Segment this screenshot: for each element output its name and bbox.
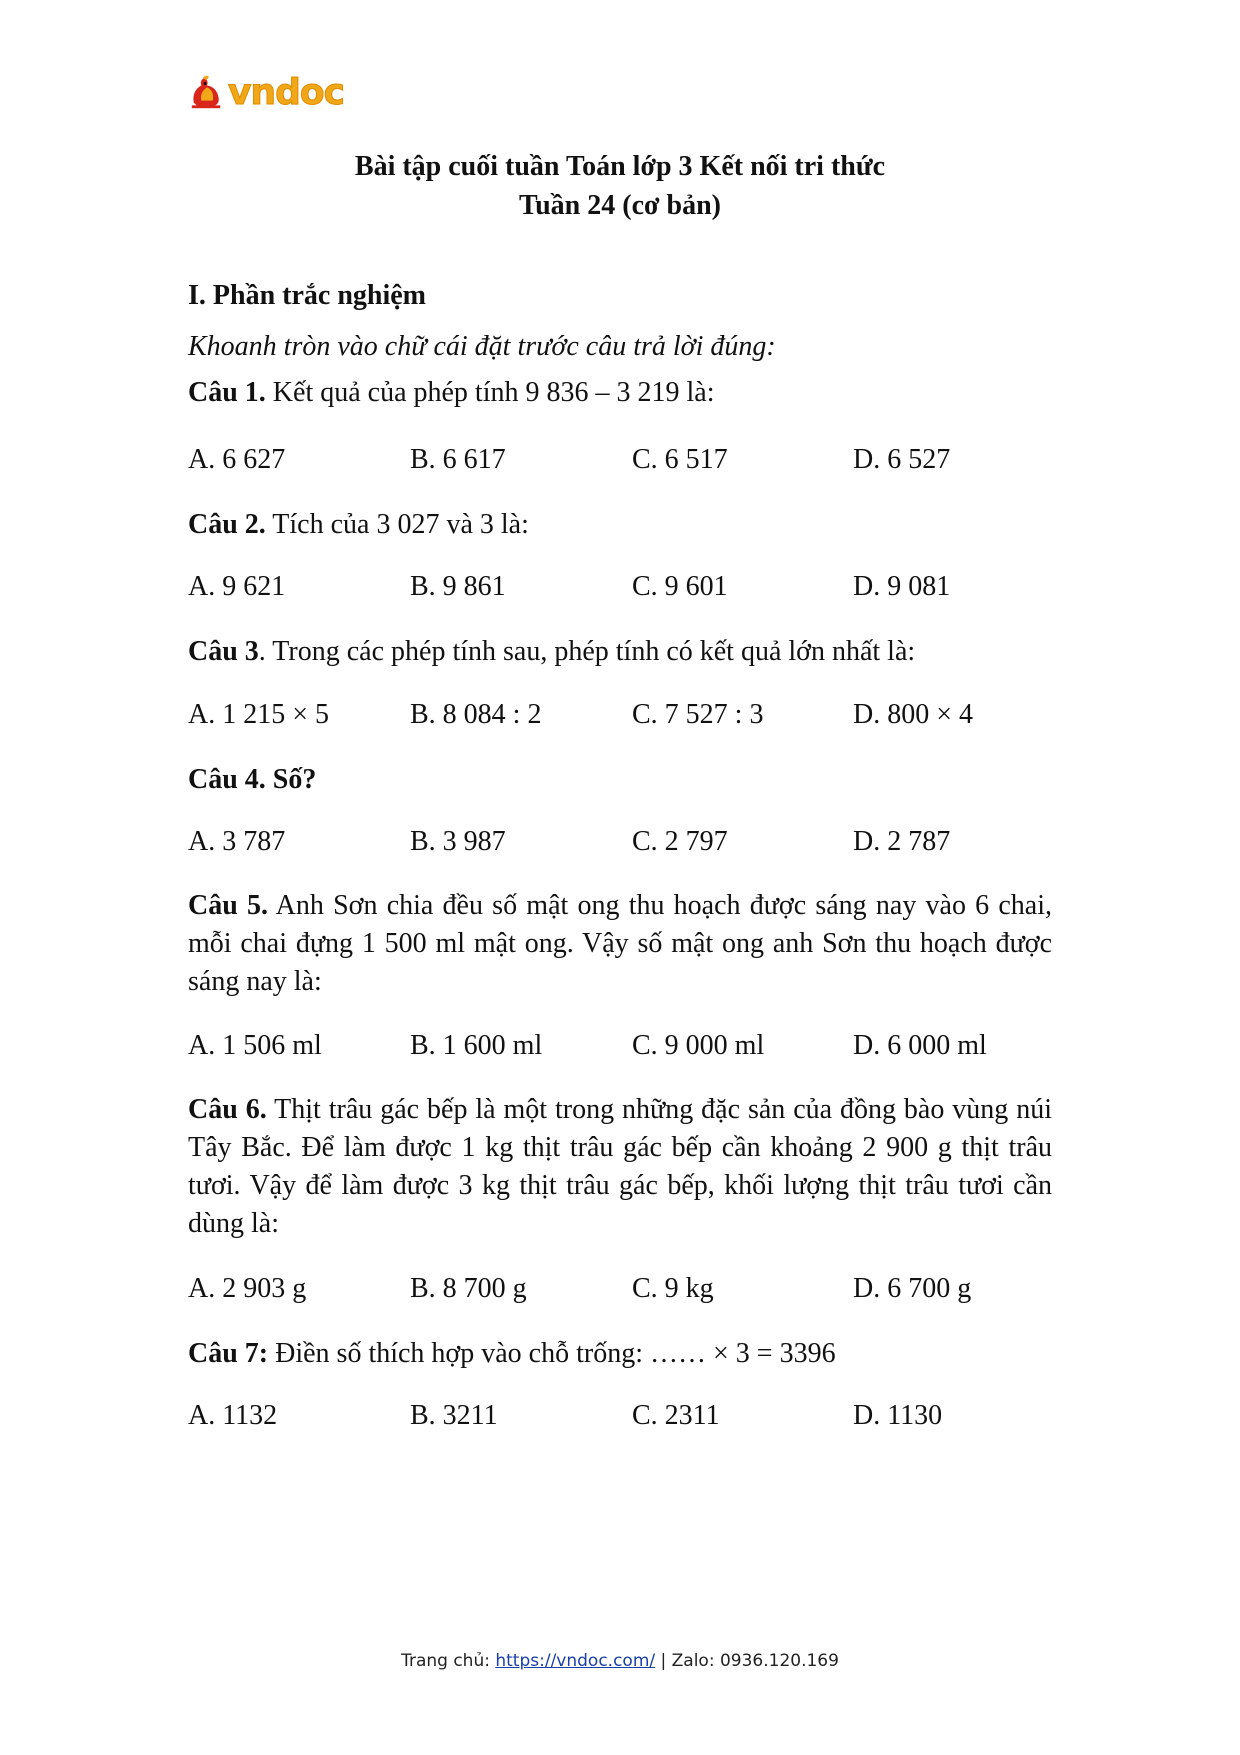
question-label: Câu 5. xyxy=(188,890,269,921)
options-question-7 xyxy=(188,1398,1068,1434)
question-label: Câu 6. xyxy=(188,1094,267,1125)
options-question-2 xyxy=(188,569,1068,605)
options-question-5 xyxy=(188,1028,1068,1064)
option-c[interactable]: C. 6 517 xyxy=(632,444,728,475)
option-c[interactable]: C. 9 kg xyxy=(632,1273,714,1304)
option-d[interactable]: D. 6 700 g xyxy=(853,1273,972,1304)
question-text: Tích của 3 027 và 3 là: xyxy=(265,509,529,540)
question-text: Kết quả của phép tính 9 836 – 3 219 là: xyxy=(265,377,715,408)
question-2 xyxy=(188,506,1052,544)
question-label: Câu 3 xyxy=(188,636,259,667)
question-text: Thịt trâu gác bếp là một trong những đặc sản của đồng bào vùng núi Tây Bắc. Để làm được 1 kg thịt trâu gác bếp cần khoảng 2 900 g thịt trâu tươi. Vậy để làm được 3 kg thịt trâu gác bếp, khối lượng thịt trâu tươi cần dùng là: xyxy=(188,1094,1052,1239)
option-b[interactable]: B. 6 617 xyxy=(410,444,506,475)
document-subtitle: Tuần 24 (cơ bản) xyxy=(519,190,721,221)
option-d[interactable]: D. 6 000 ml xyxy=(853,1030,987,1061)
options-question-1 xyxy=(188,442,1068,478)
option-a[interactable]: A. 1 506 ml xyxy=(188,1030,322,1061)
option-c[interactable]: C. 9 000 ml xyxy=(632,1030,765,1061)
option-c[interactable]: C. 9 601 xyxy=(632,571,728,602)
option-b[interactable]: B. 3 987 xyxy=(410,826,506,857)
option-c[interactable]: C. 7 527 : 3 xyxy=(632,699,764,730)
footer-prefix: Trang chủ: xyxy=(401,1651,496,1671)
rooster-logo-icon xyxy=(188,74,226,112)
homepage-link[interactable]: https://vndoc.com/ xyxy=(495,1651,656,1671)
option-b[interactable]: B. 3211 xyxy=(410,1400,498,1431)
option-d[interactable]: D. 1130 xyxy=(853,1400,943,1431)
option-b[interactable]: B. 8 084 : 2 xyxy=(410,699,542,730)
option-a[interactable]: A. 9 621 xyxy=(188,571,286,602)
question-5 xyxy=(188,887,1052,1001)
question-text: . Trong các phép tính sau, phép tính có kết quả lớn nhất là: xyxy=(258,636,916,667)
options-question-4 xyxy=(188,824,1068,860)
option-a[interactable]: A. 6 627 xyxy=(188,444,286,475)
question-7 xyxy=(188,1335,1052,1373)
question-text: Anh Sơn chia đều số mật ong thu hoạch được sáng nay vào 6 chai, mỗi chai đựng 1 500 ml mật ong. Vậy số mật ong anh Sơn thu hoạch được sáng nay là: xyxy=(188,890,1053,997)
option-b[interactable]: B. 8 700 g xyxy=(410,1273,527,1304)
vndoc-logo[interactable] xyxy=(188,72,344,114)
option-a[interactable]: A. 1 215 × 5 xyxy=(188,699,330,730)
question-label: Câu 7: xyxy=(188,1338,269,1369)
question-label: Câu 1. xyxy=(188,377,266,408)
logo-wordmark: vndoc xyxy=(228,72,344,113)
options-question-6 xyxy=(188,1271,1068,1307)
question-4 xyxy=(188,761,1052,799)
question-6 xyxy=(188,1091,1052,1243)
option-b[interactable]: B. 1 600 ml xyxy=(410,1030,543,1061)
option-a[interactable]: A. 2 903 g xyxy=(188,1273,307,1304)
option-a[interactable]: A. 3 787 xyxy=(188,826,286,857)
section-heading: I. Phần trắc nghiệm xyxy=(188,280,426,311)
section-instruction: Khoanh tròn vào chữ cái đặt trước câu trả lời đúng: xyxy=(188,331,776,362)
option-d[interactable]: D. 6 527 xyxy=(853,444,951,475)
question-1 xyxy=(188,374,1052,412)
question-3 xyxy=(188,633,1052,671)
option-a[interactable]: A. 1132 xyxy=(188,1400,278,1431)
options-question-3 xyxy=(188,697,1068,733)
option-d[interactable]: D. 9 081 xyxy=(853,571,951,602)
question-label: Câu 2. xyxy=(188,509,266,540)
footer-contact: | Zalo: 0936.120.169 xyxy=(655,1651,839,1671)
question-text: Điền số thích hợp vào chỗ trống: …… × 3 = 3396 xyxy=(268,1338,836,1369)
document-title: Bài tập cuối tuần Toán lớp 3 Kết nối tri thức xyxy=(354,151,886,182)
page-footer xyxy=(0,1651,1240,1671)
option-c[interactable]: C. 2311 xyxy=(632,1400,720,1431)
question-label: Câu 4. Số? xyxy=(188,764,317,795)
option-b[interactable]: B. 9 861 xyxy=(410,571,506,602)
option-d[interactable]: D. 2 787 xyxy=(853,826,951,857)
option-c[interactable]: C. 2 797 xyxy=(632,826,728,857)
option-d[interactable]: D. 800 × 4 xyxy=(853,699,974,730)
